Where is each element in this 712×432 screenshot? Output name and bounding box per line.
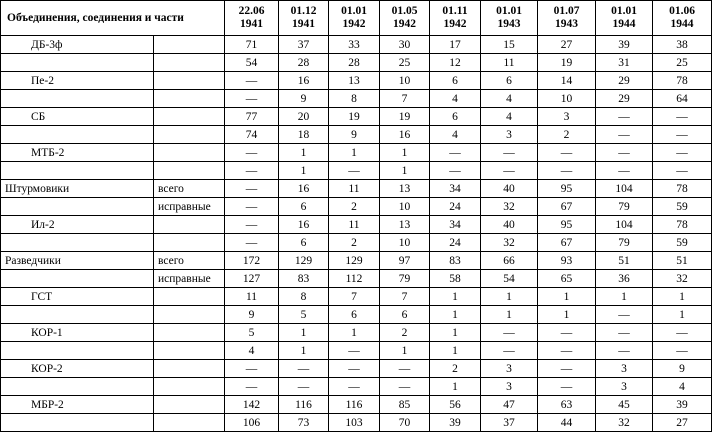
row-subcategory [154, 108, 225, 126]
header-date [430, 1, 481, 36]
row-unit-name-empty [1, 342, 154, 360]
table-cell: 17 [430, 36, 481, 54]
table-cell: 2 [329, 198, 380, 216]
header-date-day: 01.01 [341, 5, 367, 17]
row-subcategory [154, 234, 225, 252]
table-cell: 11 [329, 216, 380, 234]
header-date-year: 1941 [292, 18, 316, 30]
table-cell: 10 [380, 198, 430, 216]
table-cell: — [596, 108, 653, 126]
table-cell: — [538, 378, 596, 396]
header-date-day: 01.07 [553, 5, 580, 17]
table-row [1, 306, 712, 324]
table-cell: — [225, 72, 279, 90]
table-cell: 19 [380, 108, 430, 126]
table-cell: 1 [329, 144, 380, 162]
header-row [1, 1, 712, 36]
table-cell: — [596, 342, 653, 360]
table-cell: 24 [430, 234, 481, 252]
table-cell: 77 [225, 108, 279, 126]
header-date [225, 1, 279, 36]
table-cell: 25 [380, 54, 430, 72]
table-cell: 59 [653, 198, 712, 216]
table-cell: 58 [430, 270, 481, 288]
table-cell: 129 [329, 252, 380, 270]
row-unit-name: Пе-2 [1, 72, 154, 90]
table-cell: 40 [481, 216, 538, 234]
table-cell: — [279, 378, 329, 396]
table-row [1, 288, 712, 306]
table-row [1, 36, 712, 54]
table-cell: 9 [329, 126, 380, 144]
table-cell: 97 [380, 252, 430, 270]
table-cell: 37 [481, 414, 538, 432]
table-cell: 1 [430, 324, 481, 342]
header-date-day: 01.12 [290, 5, 317, 17]
table-row [1, 144, 712, 162]
table-cell: 15 [481, 36, 538, 54]
header-date-year: 1942 [393, 18, 417, 30]
table-cell: 95 [538, 180, 596, 198]
table-row [1, 90, 712, 108]
row-unit-name: ДБ-3ф [1, 36, 154, 54]
row-unit-name: КОР-1 [1, 324, 154, 342]
table-cell: — [430, 162, 481, 180]
table-cell: 3 [481, 360, 538, 378]
table-cell: 79 [380, 270, 430, 288]
row-unit-name-empty [1, 126, 154, 144]
table-row [1, 162, 712, 180]
row-unit-name-empty [1, 234, 154, 252]
table-cell: 104 [596, 216, 653, 234]
table-row [1, 72, 712, 90]
header-date-day: 01.01 [496, 5, 522, 17]
table-cell: 6 [430, 108, 481, 126]
table-cell: 64 [653, 90, 712, 108]
table-cell: — [225, 198, 279, 216]
table-cell: 7 [380, 288, 430, 306]
table-cell: — [430, 144, 481, 162]
table-row [1, 396, 712, 414]
table-cell: 16 [279, 72, 329, 90]
table-row [1, 270, 712, 288]
table-cell: 103 [329, 414, 380, 432]
row-unit-name-empty [1, 90, 154, 108]
table-cell: — [653, 162, 712, 180]
header-date-year: 1942 [443, 18, 467, 30]
table-cell: — [653, 342, 712, 360]
table-cell: 4 [430, 90, 481, 108]
table-cell: 142 [225, 396, 279, 414]
table-cell: 54 [481, 270, 538, 288]
row-unit-name-empty [1, 414, 154, 432]
table-cell: — [653, 126, 712, 144]
table-cell: 34 [430, 216, 481, 234]
table-cell: 78 [653, 216, 712, 234]
row-unit-name-empty [1, 270, 154, 288]
table-cell: 1 [430, 306, 481, 324]
table-cell: 13 [380, 180, 430, 198]
table-cell: 104 [596, 180, 653, 198]
table-cell: 4 [653, 378, 712, 396]
table-cell: 30 [380, 36, 430, 54]
table-cell: 13 [329, 72, 380, 90]
table-cell: 40 [481, 180, 538, 198]
table-cell: — [596, 144, 653, 162]
table-row [1, 216, 712, 234]
table-cell: 11 [225, 288, 279, 306]
table-cell: 32 [653, 270, 712, 288]
table-row [1, 108, 712, 126]
table-cell: 27 [538, 36, 596, 54]
table-cell: — [538, 342, 596, 360]
table-cell: 172 [225, 252, 279, 270]
table-cell: 47 [481, 396, 538, 414]
table-row [1, 234, 712, 252]
row-subcategory: всего [154, 252, 225, 270]
row-unit-name: КОР-2 [1, 360, 154, 378]
table-cell: 65 [538, 270, 596, 288]
header-date [380, 1, 430, 36]
header-date [329, 1, 380, 36]
table-body [1, 36, 712, 432]
table-cell: 127 [225, 270, 279, 288]
table-cell: 106 [225, 414, 279, 432]
table-cell: — [596, 306, 653, 324]
row-unit-name-empty [1, 378, 154, 396]
table-row [1, 360, 712, 378]
table-cell: 18 [279, 126, 329, 144]
row-subcategory [154, 126, 225, 144]
table-cell: 6 [279, 198, 329, 216]
table-cell: 39 [430, 414, 481, 432]
row-unit-name: Ил-2 [1, 216, 154, 234]
table-cell: 73 [279, 414, 329, 432]
table-cell: 16 [380, 126, 430, 144]
row-subcategory [154, 396, 225, 414]
table-cell: — [596, 324, 653, 342]
row-unit-name-empty [1, 306, 154, 324]
table-cell: 31 [596, 54, 653, 72]
table-cell: 11 [481, 54, 538, 72]
table-cell: 27 [653, 414, 712, 432]
header-date-year: 1943 [497, 18, 521, 30]
row-subcategory [154, 342, 225, 360]
table-cell: 33 [329, 36, 380, 54]
table-cell: 51 [653, 252, 712, 270]
table-cell: — [653, 108, 712, 126]
header-date-day: 01.01 [611, 5, 637, 17]
table-cell: — [481, 342, 538, 360]
table-cell: 2 [538, 126, 596, 144]
table-row [1, 126, 712, 144]
row-subcategory [154, 288, 225, 306]
table-cell: — [329, 342, 380, 360]
row-unit-name: Разведчики [1, 252, 154, 270]
table-cell: 1 [380, 144, 430, 162]
table-cell: 129 [279, 252, 329, 270]
table-cell: 9 [653, 360, 712, 378]
table-cell: 44 [538, 414, 596, 432]
table-cell: — [481, 162, 538, 180]
table-cell: 74 [225, 126, 279, 144]
table-cell: 39 [596, 36, 653, 54]
table-cell: 1 [279, 342, 329, 360]
header-date-year: 1944 [670, 18, 694, 30]
table-cell: 1 [380, 162, 430, 180]
table-cell: 8 [329, 90, 380, 108]
table-cell: 63 [538, 396, 596, 414]
table-cell: 1 [430, 378, 481, 396]
table-cell: 29 [596, 90, 653, 108]
table-cell: — [538, 360, 596, 378]
table-cell: — [380, 378, 430, 396]
row-subcategory [154, 90, 225, 108]
table-row [1, 54, 712, 72]
table-cell: 116 [329, 396, 380, 414]
table-cell: 4 [225, 342, 279, 360]
table-cell: — [225, 378, 279, 396]
table-cell: 1 [279, 162, 329, 180]
table-cell: 20 [279, 108, 329, 126]
table-cell: — [225, 90, 279, 108]
table-cell: 112 [329, 270, 380, 288]
table-cell: — [653, 144, 712, 162]
table-cell: 9 [279, 90, 329, 108]
table-cell: 32 [596, 414, 653, 432]
header-date-year: 1943 [555, 18, 579, 30]
table-cell: 34 [430, 180, 481, 198]
table-cell: 10 [538, 90, 596, 108]
table-cell: 3 [596, 378, 653, 396]
table-cell: 45 [596, 396, 653, 414]
table-cell: 1 [596, 288, 653, 306]
table-row [1, 180, 712, 198]
table-cell: 19 [329, 108, 380, 126]
table-cell: 11 [329, 180, 380, 198]
table-cell: 36 [596, 270, 653, 288]
table-cell: — [225, 180, 279, 198]
row-unit-name: ГСТ [1, 288, 154, 306]
table-cell: 4 [430, 126, 481, 144]
table-cell: — [329, 360, 380, 378]
table-cell: 32 [481, 198, 538, 216]
header-date-day: 01.06 [669, 5, 695, 17]
row-subcategory [154, 360, 225, 378]
table-cell: 1 [653, 288, 712, 306]
table-cell: 67 [538, 198, 596, 216]
table-cell: 6 [279, 234, 329, 252]
table-cell: 16 [279, 180, 329, 198]
table-cell: 2 [329, 234, 380, 252]
table-cell: 32 [481, 234, 538, 252]
table-cell: 51 [596, 252, 653, 270]
table-cell: 71 [225, 36, 279, 54]
table-cell: 6 [380, 306, 430, 324]
table-cell: 28 [329, 54, 380, 72]
table-cell: 1 [538, 306, 596, 324]
table-cell: — [538, 162, 596, 180]
table-cell: 8 [279, 288, 329, 306]
table-cell: 1 [481, 306, 538, 324]
row-unit-name-empty [1, 198, 154, 216]
header-date-year: 1941 [240, 18, 264, 30]
table-cell: 78 [653, 72, 712, 90]
table-cell: 70 [380, 414, 430, 432]
row-unit-name: МТБ-2 [1, 144, 154, 162]
table-cell: — [538, 144, 596, 162]
table-cell: 83 [430, 252, 481, 270]
table-cell: 1 [329, 324, 380, 342]
table-cell: 1 [430, 342, 481, 360]
table-cell: — [225, 360, 279, 378]
table-cell: 85 [380, 396, 430, 414]
table-cell: 2 [430, 360, 481, 378]
table-cell: 6 [430, 72, 481, 90]
table-cell: — [279, 360, 329, 378]
table-cell: 83 [279, 270, 329, 288]
table-cell: 25 [653, 54, 712, 72]
table-cell: 3 [596, 360, 653, 378]
row-subcategory [154, 324, 225, 342]
table-row [1, 378, 712, 396]
table-cell: 67 [538, 234, 596, 252]
row-subcategory [154, 306, 225, 324]
header-date-year: 1942 [342, 18, 366, 30]
header-units: Объединения, соединения и части [1, 1, 225, 36]
table-cell: 9 [225, 306, 279, 324]
header-date [653, 1, 712, 36]
table-cell: 37 [279, 36, 329, 54]
table-cell: 10 [380, 72, 430, 90]
table-cell: — [380, 360, 430, 378]
table-cell: — [481, 324, 538, 342]
header-date [538, 1, 596, 36]
table-cell: 54 [225, 54, 279, 72]
table-cell: 59 [653, 234, 712, 252]
table-cell: 4 [481, 90, 538, 108]
table-cell: 7 [329, 288, 380, 306]
table-cell: — [481, 144, 538, 162]
table-cell: — [653, 324, 712, 342]
table-row [1, 198, 712, 216]
table-cell: — [538, 324, 596, 342]
header-date-day: 01.05 [391, 5, 418, 17]
table-cell: 28 [279, 54, 329, 72]
row-unit-name-empty [1, 54, 154, 72]
header-date [596, 1, 653, 36]
table-cell: 79 [596, 234, 653, 252]
table-cell: 1 [279, 324, 329, 342]
header-date-day: 01.11 [442, 5, 468, 17]
table-cell: — [225, 162, 279, 180]
table-cell: — [596, 126, 653, 144]
table-cell: 1 [380, 342, 430, 360]
table-cell: 2 [380, 324, 430, 342]
row-unit-name: СБ [1, 108, 154, 126]
table-cell: 7 [380, 90, 430, 108]
table-cell: 3 [481, 378, 538, 396]
table-cell: 38 [653, 36, 712, 54]
table-cell: 19 [538, 54, 596, 72]
table-cell: 24 [430, 198, 481, 216]
table-cell: 3 [538, 108, 596, 126]
row-unit-name: Штурмовики [1, 180, 154, 198]
table-cell: 78 [653, 180, 712, 198]
table-cell: 39 [653, 396, 712, 414]
table-cell: 1 [538, 288, 596, 306]
row-subcategory [154, 378, 225, 396]
row-subcategory: исправные [154, 270, 225, 288]
row-subcategory [154, 72, 225, 90]
table-cell: 6 [329, 306, 380, 324]
table-cell: 14 [538, 72, 596, 90]
table-cell: — [225, 144, 279, 162]
table-cell: — [225, 216, 279, 234]
table-cell: 1 [430, 288, 481, 306]
table-cell: 29 [596, 72, 653, 90]
header-date [279, 1, 329, 36]
table-cell: 5 [279, 306, 329, 324]
row-unit-name: МБР-2 [1, 396, 154, 414]
row-subcategory: всего [154, 180, 225, 198]
row-subcategory [154, 144, 225, 162]
header-date [481, 1, 538, 36]
row-unit-name-empty [1, 162, 154, 180]
row-subcategory [154, 54, 225, 72]
table-cell: 1 [481, 288, 538, 306]
row-subcategory [154, 36, 225, 54]
table-cell: 95 [538, 216, 596, 234]
table-cell: 79 [596, 198, 653, 216]
table-cell: 13 [380, 216, 430, 234]
table-cell: 1 [653, 306, 712, 324]
table-cell: 10 [380, 234, 430, 252]
row-subcategory [154, 414, 225, 432]
table-row [1, 342, 712, 360]
table-cell: — [329, 378, 380, 396]
table-cell: 93 [538, 252, 596, 270]
header-date-day: 22.06 [238, 5, 265, 17]
table-cell: 3 [481, 126, 538, 144]
table-cell: — [329, 162, 380, 180]
table-row [1, 252, 712, 270]
header-date-year: 1944 [612, 18, 636, 30]
table-cell: 4 [481, 108, 538, 126]
table-cell: 66 [481, 252, 538, 270]
table-row [1, 414, 712, 432]
table-cell: 6 [481, 72, 538, 90]
table-cell: 56 [430, 396, 481, 414]
row-subcategory [154, 216, 225, 234]
table-cell: 1 [279, 144, 329, 162]
row-subcategory [154, 162, 225, 180]
table-cell: — [225, 234, 279, 252]
table-cell: 5 [225, 324, 279, 342]
table-row [1, 324, 712, 342]
table-cell: — [596, 162, 653, 180]
table-cell: 116 [279, 396, 329, 414]
row-subcategory: исправные [154, 198, 225, 216]
table-cell: 12 [430, 54, 481, 72]
table-cell: 16 [279, 216, 329, 234]
